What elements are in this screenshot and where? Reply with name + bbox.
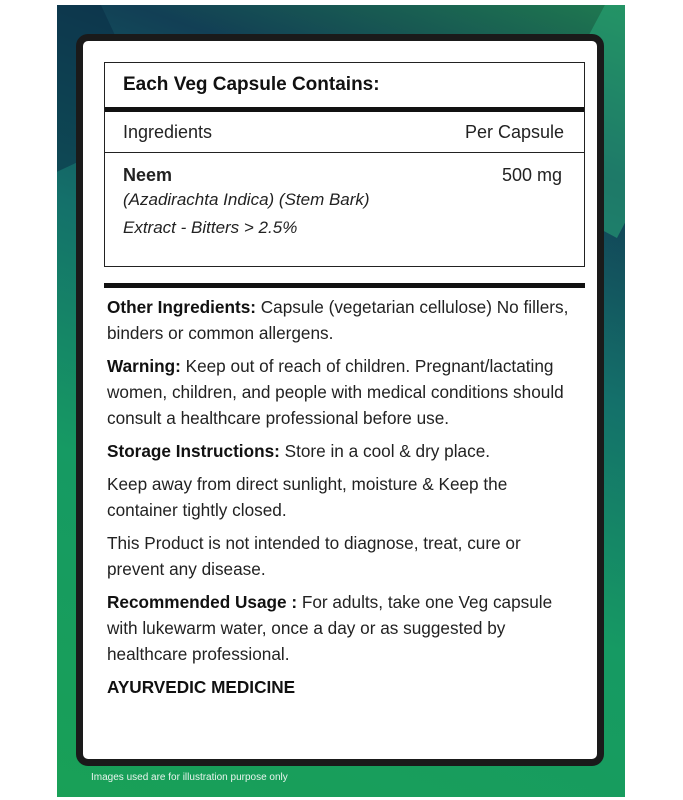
other-ingredients-text: Capsule (vegetarian cellulose) No fillers, binders or common allergens. [107,297,569,343]
label-body [107,294,577,707]
supplement-facts-table [104,62,585,267]
warning-text: Keep out of reach of children. Pregnant/lactating women, children, and people with medical conditions should consult a healthcare professional before use. [107,356,564,428]
other-ingredients-label: Other Ingredients: [107,297,256,317]
label-card [76,34,604,766]
disclaimer-paragraph: This Product is not intended to diagnose, treat, cure or prevent any disease. [107,533,521,579]
storage-text: Store in a cool & dry place. [279,441,491,461]
table-heading: Each Veg Capsule Contains: [105,63,584,112]
usage-paragraph [107,589,577,667]
category-label: AYURVEDIC MEDICINE [107,677,296,697]
usage-label: Recommended Usage : [107,592,298,612]
column-ingredients: Ingredients [123,121,213,142]
table-row [105,153,584,238]
usage-text: For adults, take one Veg capsule with lukewarm water, once a day or as suggested by healthcare professional. [107,592,553,664]
storage-label: Storage Instructions: [107,441,280,461]
warning-label: Warning: [107,356,181,376]
section-divider [104,283,585,288]
ingredient-name: Neem [123,165,173,185]
other-ingredients-paragraph [107,294,577,346]
illustration-disclaimer: Images used are for illustration purpose only [91,772,288,783]
warning-paragraph [107,353,577,431]
storage-paragraph [107,438,577,464]
ingredient-botanical-name: (Azadirachta Indica) (Stem Bark) [123,190,370,209]
ingredient-amount: 500 mg [501,165,562,185]
table-column-headers [105,112,584,153]
ingredient-extract: Extract - Bitters > 2.5% [123,218,298,237]
column-per-capsule: Per Capsule [464,121,564,142]
keep-away-paragraph: Keep away from direct sunlight, moisture & Keep the container tightly closed. [107,474,508,520]
